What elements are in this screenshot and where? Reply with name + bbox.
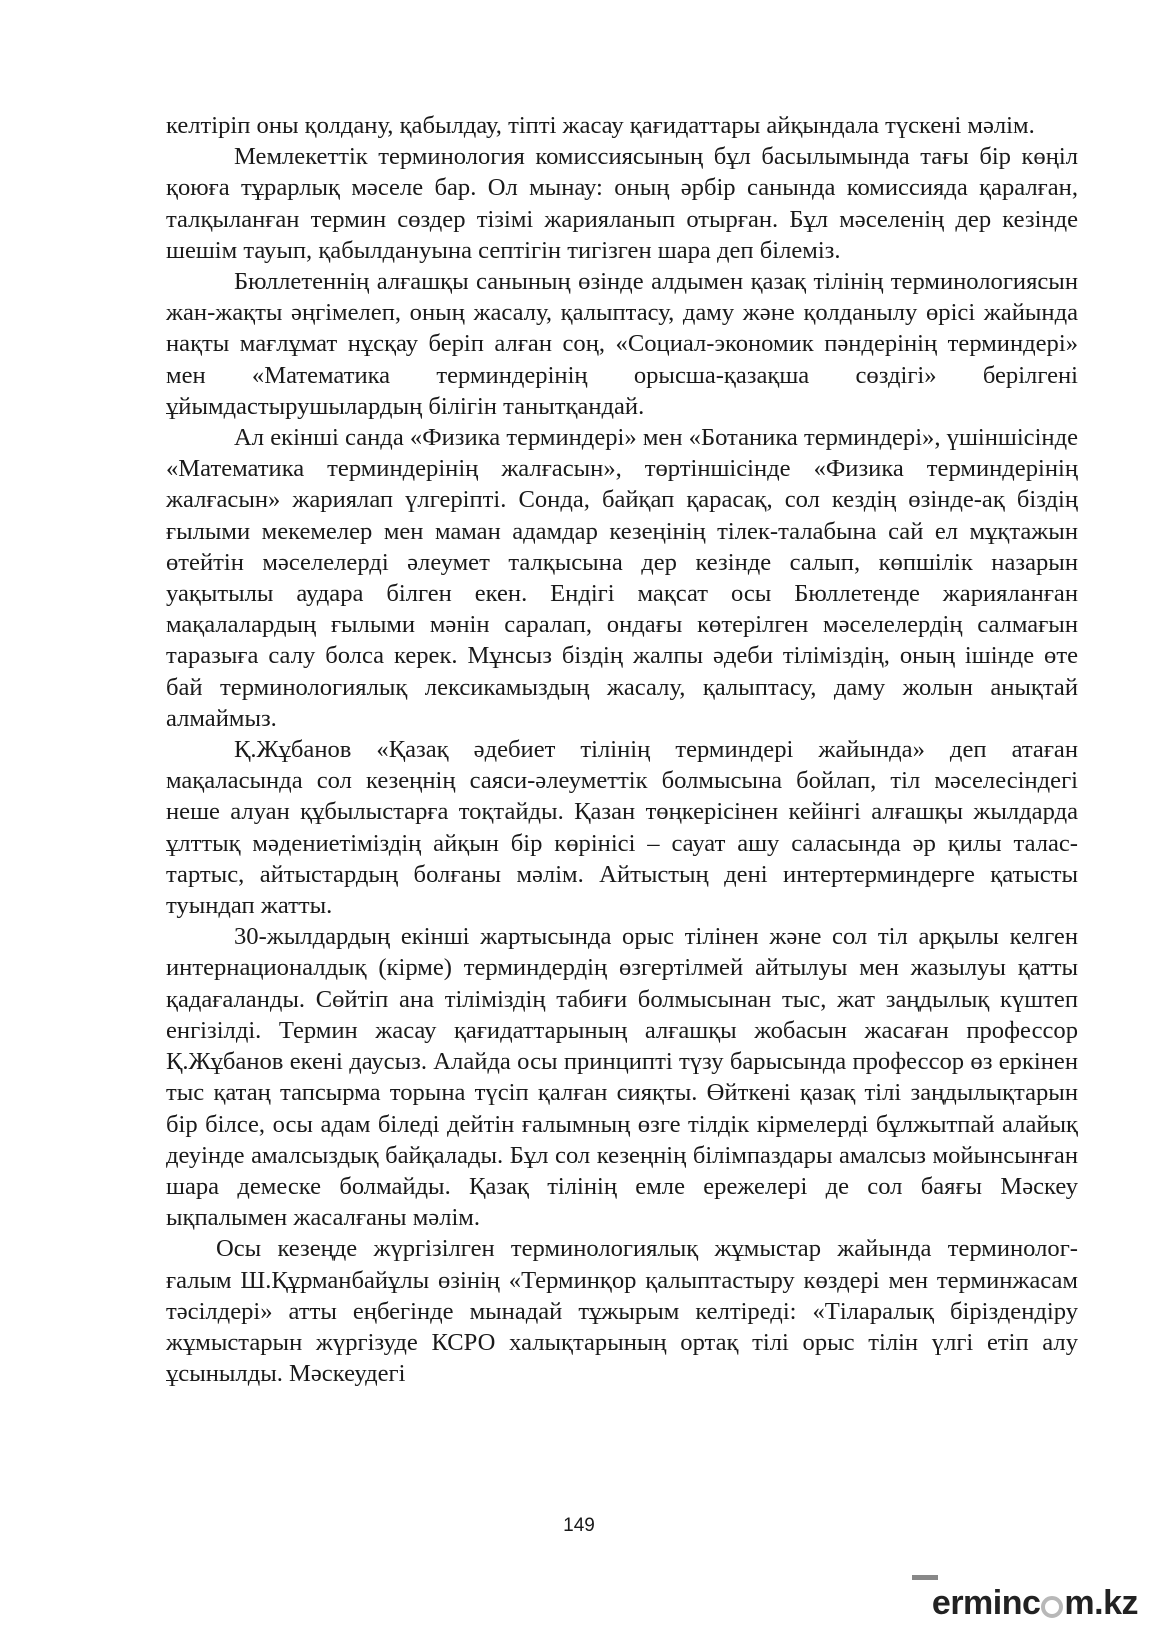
paragraph-3: Бюллетеннің алғашқы санының өзінде алдымен қазақ тілінің терминологиясын жан-жақты әңгімелеп, оның жасалу, қалыптасу, даму және қолданылу өрісі жайында нақты мағлұмат нұсқау беріп алған соң, «Социал-экономик пәндерінің терминдері» мен «Математика терминдерінің орысша-қазақша сөздігі» берілгені ұйымдастырушылардың білігін танытқандай. [166, 268, 1078, 420]
watermark-text-part1: erminc [931, 1584, 1041, 1622]
page-body [166, 110, 1078, 1389]
watermark-t-mark-icon [912, 1601, 932, 1606]
paragraph-2: Мемлекеттік терминология комиссиясының бұл басылымында тағы бір көңіл қоюға тұрарлық мәселе бар. Ол мынау: оның әрбір санында комиссияда қаралған, талқыланған термин сөздер тізімі жарияланып отырған. Бұл мәселенің дер кезінде шешім тауып, қабылдануына септігін тигізген шара деп білеміз. [166, 143, 1078, 264]
page-number: 149 [563, 1515, 595, 1536]
paragraph-5: Қ.Жұбанов «Қазақ әдебиет тілінің терминдері жайында» деп атаған мақаласында сол кезеңнің саяси-әлеуметтік болмысына бойлап, тіл мәселесіндегі неше алуан құбылыстарға тоқтайды. Қазан төңкерісінен кейінгі алғашқы жылдарда ұлттық мәдениетіміздің айқын бір көрінісі – сауат ашу саласында әр қилы талас-тартыс, айтыстардың болғаны мәлім. Айтыстың дені интертерминдерге қатысты туындап жатты. [166, 736, 1078, 920]
paragraph-1: келтіріп оны қолдану, қабылдау, тіпті жасау қағидаттары айқындала түскені мәлім. [166, 112, 1035, 139]
paragraph-6: 30-жылдардың екінші жартысында орыс тілінен және сол тіл арқылы келген интернационалдық (кірме) терминдердің өзгертілмей айтылуы мен жазылуы қатты қадағаланды. Сөйтіп ана тіліміздің табиғи болмысынан тыс, жат заңдылық күштеп енгізілді. Термин жасау қағидаттарының алғашқы жобасын жасаған профессор Қ.Жұбанов екені даусыз. Алайда осы принципті түзу барысында профессор өз еркінен тыс қатаң тапсырма торына түсіп қалған сияқты. Өйткені қазақ тілі заңдылықтарын бір білсе, осы адам біледі дейтін ғалымның өзге тілдік кірмелерді бұлжытпай алайық деуінде амалсыздық байқалады. Бұл сол кезеңнің білімпаздары амалсыз мойынсынған шара демеске болмайды. Қазақ тілінің емле ережелері де сол баяғы Мәскеу ықпалымен жасалғаны мәлім. [166, 923, 1078, 1232]
watermark-circle-icon [1041, 1596, 1063, 1618]
termincom-watermark-logo [912, 1584, 1138, 1623]
paragraph-7: Осы кезеңде жүргізілген терминологиялық жұмыстар жайында терминолог-ғалым Ш.Құрманбайұлы өзінің «Терминқор қалыптастыру көздері мен терминжасам тәсілдері» атты еңбегінде мынадай тұжырым келтіреді: «Тіларалық біріздендіру жұмыстарын жүргізуде КСРО халықтарының ортақ тілі орыс тілін үлгі етіп алу ұсынылды. Мәскеудегі [166, 1235, 1078, 1388]
paragraph-4: Ал екінші санда «Физика терминдері» мен «Ботаника терминдері», үшіншісінде «Математика терминдерінің жалғасын», төртіншісінде «Физика терминдерінің жалғасын» жариялап үлгеріпті. Сонда, байқап қарасақ, сол кездің өзінде-ақ біздің ғылыми мекемелер мен маман адамдар кезеңінің тілек-талабына сай ел мұқтажын өтейтін мәселелерді әлеумет талқысына дер кезінде салып, көпшілік назарын уақытылы аудара білген екен. Ендігі мақсат осы Бюллетенде жарияланған мақалалардың ғылыми мәнін саралап, ондағы көтерілген мәселелердің салмағын таразыға салу болса керек. Мұнсыз біздің жалпы әдеби тіліміздің, оның ішінде өте бай терминологиялық лексикамыздың жасалу, қалыптасу, даму жолын анықтай алмаймыз. [166, 424, 1078, 732]
watermark-text-part2: m.kz [1064, 1584, 1138, 1622]
